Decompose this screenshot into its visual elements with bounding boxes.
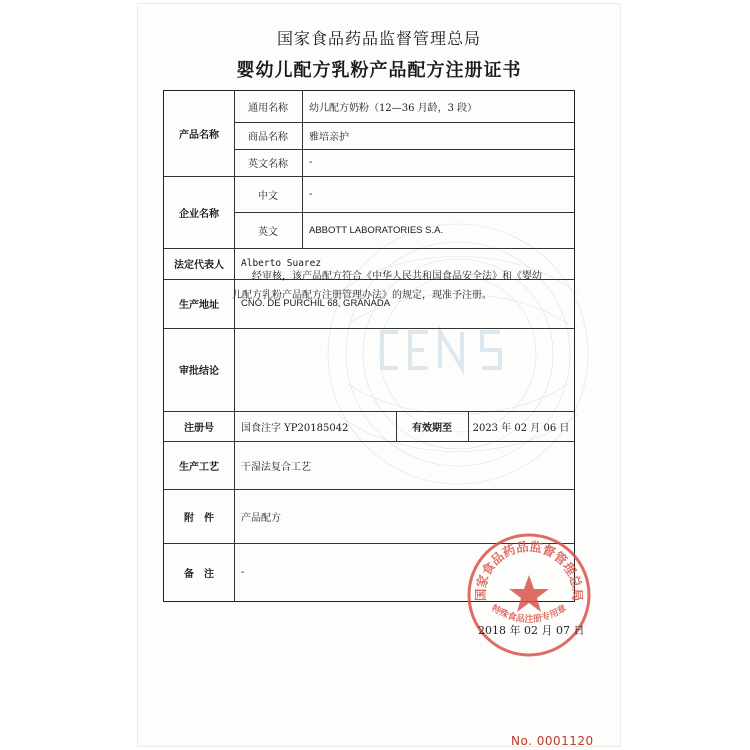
generic-name-label: 通用名称	[248, 103, 288, 114]
approval-text: 经审核，该产品配方符合《中华人民共和国食品安全法》和《婴幼儿配方乳粉产品配方注册管理办法》的规定，现准予注册。	[232, 271, 542, 301]
valid-until-label: 有效期至	[412, 422, 452, 434]
english-name-value: -	[309, 157, 313, 168]
company-en-label: 英文	[258, 226, 278, 238]
seal-bottom-text: 特殊食品注册专用章	[489, 603, 569, 625]
serial-number: No. 0001120	[511, 734, 594, 746]
certificate-title: 婴幼儿配方乳粉产品配方注册证书	[236, 60, 522, 81]
address-value: CNO. DE PURCHIL 68, GRANADA	[241, 298, 391, 309]
attachment-label: 附 件	[184, 512, 214, 524]
address-label: 生产地址	[179, 300, 219, 311]
approval-label: 审批结论	[179, 366, 219, 377]
company-cn-value: -	[309, 188, 313, 200]
company-name-label: 企业名称	[179, 208, 219, 220]
seal-arc-text: 国家食品药品监督管理总局	[472, 538, 586, 602]
legal-rep-value: Alberto Suarez	[241, 258, 322, 269]
attachment-value: 产品配方	[241, 512, 281, 524]
issue-date: 2018 年 02 月 07 日	[478, 624, 585, 637]
certificate-page	[138, 4, 620, 746]
company-en-value: ABBOTT LABORATORIES S.A.	[309, 224, 444, 236]
certificate-table	[163, 90, 575, 602]
official-seal-icon	[463, 529, 595, 661]
generic-name-value: 幼儿配方奶粉（12—36 月龄，3 段）	[309, 103, 478, 114]
process-value: 干湿法复合工艺	[241, 461, 311, 473]
process-label: 生产工艺	[179, 461, 219, 473]
company-cn-label: 中文	[258, 190, 278, 202]
brand-name-value: 雅培亲护	[309, 132, 349, 143]
product-name-label: 产品名称	[179, 130, 219, 141]
registration-label: 注册号	[184, 422, 214, 434]
valid-until-value: 2023 年 02 月 06 日	[472, 422, 570, 434]
remarks-value: -	[241, 566, 245, 578]
registration-value: 国食注字 YP20185042	[241, 422, 349, 434]
english-name-label: 英文名称	[248, 159, 288, 170]
legal-rep-label: 法定代表人	[174, 260, 224, 271]
remarks-label: 备 注	[184, 568, 214, 580]
agency-name: 国家食品药品监督管理总局	[276, 29, 481, 48]
brand-name-label: 商品名称	[248, 132, 288, 143]
